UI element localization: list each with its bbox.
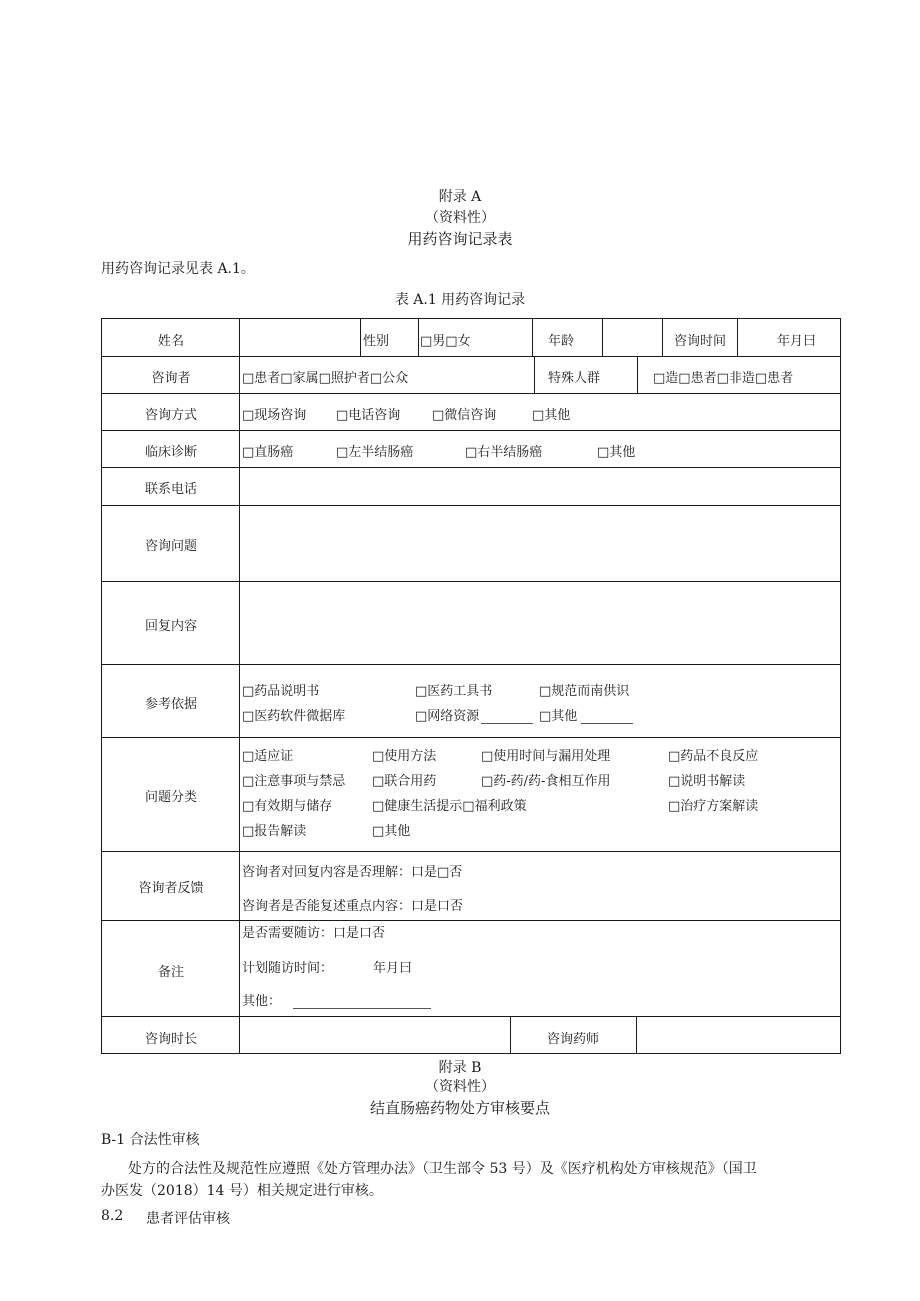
cell-divider [602, 319, 603, 356]
checkbox-timing-missed[interactable]: □使用时间与漏用处理 [481, 749, 611, 764]
row-divider [102, 430, 840, 431]
special-group-options[interactable]: □造□患者□非造□患者 [653, 371, 794, 386]
checkbox-right-colon[interactable]: □右半结肠癌 [465, 445, 543, 460]
other-reference-label: □其他 [539, 709, 578, 724]
consult-method-label: 咨询方式 [144, 408, 197, 423]
pharmacist-label: 咨询药师 [546, 1032, 599, 1047]
checkbox-web-resource[interactable] [415, 705, 533, 724]
consulter-label: 咨询者 [151, 371, 191, 386]
cell-divider [418, 319, 419, 356]
phone-label: 联系电话 [144, 482, 197, 497]
followup-needed[interactable]: 是否需要随访：口是口否 [242, 926, 386, 941]
duration-label: 咨询时长 [144, 1032, 197, 1047]
appendix-a-intro: 用药咨询记录见表 A.1。 [101, 261, 255, 277]
feedback-understand[interactable]: 咨询者对回复内容是否理解：口是□否 [242, 865, 463, 880]
phone-field[interactable] [244, 471, 834, 501]
appendix-b-title: 附录 B [438, 1060, 482, 1076]
section-82-number: 8.2 [101, 1208, 124, 1224]
consulter-options[interactable]: □患者□家属□照护者□公众 [242, 371, 409, 386]
checkbox-storage[interactable]: □有效期与储存 [242, 799, 333, 814]
row-divider [102, 664, 840, 665]
section-b1-body-line2: 办医发（2018）14 号）相关规定进行审核。 [101, 1183, 383, 1199]
cell-divider [637, 356, 638, 393]
diagnosis-label: 临床诊断 [144, 445, 197, 460]
checkbox-onsite[interactable]: □现场咨询 [242, 408, 307, 423]
section-82-heading: 患者评估审核 [146, 1211, 230, 1227]
reply-field[interactable] [244, 585, 834, 660]
row-divider [102, 505, 840, 506]
cell-divider [532, 319, 533, 356]
table-caption: 表 A.1 用药咨询记录 [394, 292, 526, 308]
appendix-b-subtitle: 结直肠癌药物处方审核要点 [369, 1099, 550, 1117]
checkbox-rectal[interactable]: □直肠癌 [242, 445, 294, 460]
row-divider [102, 920, 840, 921]
gender-options[interactable]: □男□女 [420, 334, 471, 349]
checkbox-other-method[interactable]: □其他 [532, 408, 571, 423]
checkbox-software-db[interactable]: □医药软件微据库 [242, 709, 346, 724]
checkbox-treatment-plan[interactable]: □治疗方案解读 [668, 799, 759, 814]
appendix-a-subtitle: 用药咨询记录表 [407, 230, 513, 248]
row-divider [102, 393, 840, 394]
checkbox-label-reading[interactable]: □说明书解读 [668, 774, 746, 789]
other-remarks-label: 其他： [242, 994, 282, 1009]
checkbox-health-welfare[interactable]: □健康生活提示□福利政策 [372, 799, 527, 814]
row-divider [102, 467, 840, 468]
cell-divider [534, 356, 535, 393]
other-remarks[interactable] [242, 990, 431, 1009]
checkbox-other-category[interactable]: □其他 [372, 824, 411, 839]
row-divider [102, 851, 840, 852]
remarks-label: 备注 [157, 965, 184, 980]
row-divider [102, 356, 840, 357]
consult-date-field[interactable]: 年月曰 [777, 334, 817, 349]
pharmacist-field[interactable] [640, 1020, 836, 1050]
other-reference-blank[interactable] [581, 723, 633, 724]
section-b1-body-line1: 处方的合法性及规范性应遵照《处方管理办法》（卫生部令 53 号）及《医疗机构处方审核规范》（国卫 [128, 1161, 757, 1177]
checkbox-adverse-reaction[interactable]: □药品不良反应 [668, 749, 759, 764]
duration-field[interactable] [244, 1020, 506, 1050]
age-label: 年龄 [548, 334, 575, 349]
feedback-repeat[interactable]: 咨询者是否能复述重点内容：口是口否 [242, 899, 464, 914]
name-field[interactable] [244, 324, 358, 352]
web-resource-label: □网络资源 [415, 709, 480, 724]
checkbox-other-reference[interactable] [539, 705, 633, 724]
reply-label: 回复内容 [144, 619, 197, 634]
question-field[interactable] [244, 509, 834, 577]
category-label: 问题分类 [144, 790, 197, 805]
appendix-b-nature: （资料性） [425, 1079, 495, 1095]
consult-time-label: 咨询时间 [674, 334, 727, 349]
followup-time-label: 计划随访时间： [242, 961, 334, 976]
checkbox-report-reading[interactable]: □报告解读 [242, 824, 307, 839]
checkbox-drug-label[interactable]: □药品说明书 [242, 684, 320, 699]
cell-divider [662, 319, 663, 356]
appendix-a-title: 附录 A [438, 189, 482, 205]
section-b1-heading: B-1 合法性审核 [101, 1132, 200, 1148]
special-group-label: 特殊人群 [548, 371, 601, 386]
row-divider [102, 1016, 840, 1017]
gender-label: 性别 [363, 334, 390, 349]
checkbox-left-colon[interactable]: □左半结肠癌 [336, 445, 414, 460]
checkbox-usage[interactable]: □使用方法 [372, 749, 437, 764]
other-remarks-blank[interactable] [293, 1008, 431, 1009]
checkbox-indication[interactable]: □适应证 [242, 749, 294, 764]
name-label: 姓名 [157, 334, 184, 349]
checkbox-reference-book[interactable]: □医药工具书 [415, 684, 493, 699]
cell-divider [737, 319, 738, 356]
label-column-divider [239, 319, 240, 1054]
row-divider [102, 581, 840, 582]
consultation-record-table [101, 318, 841, 1054]
reference-label: 参考依据 [144, 697, 197, 712]
checkbox-guidelines[interactable]: □规范而南供识 [539, 684, 630, 699]
web-resource-blank[interactable] [481, 723, 533, 724]
checkbox-precautions[interactable]: □注意事项与禁忌 [242, 774, 346, 789]
feedback-label: 咨询者反馈 [138, 881, 204, 896]
checkbox-phone[interactable]: □电话咨询 [336, 408, 401, 423]
followup-date-field[interactable]: 年月曰 [373, 961, 413, 976]
appendix-a-nature: （资料性） [425, 210, 495, 226]
checkbox-wechat[interactable]: □微信咨询 [432, 408, 497, 423]
question-label: 咨询问题 [144, 539, 197, 554]
row-divider [102, 737, 840, 738]
age-field[interactable] [605, 324, 659, 352]
checkbox-combination[interactable]: □联合用药 [372, 774, 437, 789]
cell-divider [360, 319, 361, 356]
checkbox-interaction[interactable]: □药-药/药-食相互作用 [481, 774, 611, 789]
checkbox-other-diagnosis[interactable]: □其他 [597, 445, 636, 460]
cell-divider [636, 1016, 637, 1054]
